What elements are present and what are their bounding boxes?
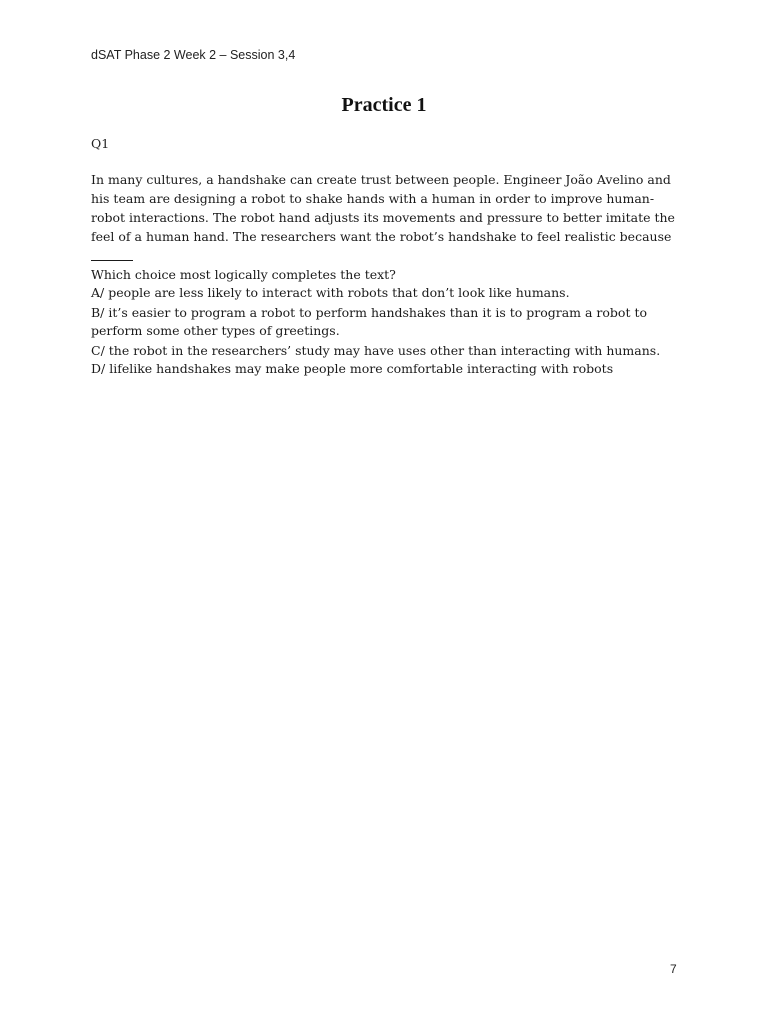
answer-choices bbox=[91, 284, 691, 378]
choice-b[interactable] bbox=[91, 304, 691, 340]
question-passage bbox=[91, 170, 681, 261]
question-prompt: Which choice most logically completes the text? bbox=[91, 267, 396, 282]
passage-line: In many cultures, a handshake can create trust between people. Engineer João Avelino and bbox=[91, 172, 671, 187]
page-number: 7 bbox=[670, 962, 677, 976]
passage-line: robot interactions. The robot hand adjusts its movements and pressure to better imitate the bbox=[91, 210, 675, 225]
choice-d-text: D/ lifelike handshakes may make people more comfortable interacting with robots bbox=[91, 361, 614, 376]
passage-line: feel of a human hand. The researchers want the robot’s handshake to feel realistic because bbox=[91, 229, 672, 244]
passage-line: his team are designing a robot to shake hands with a human in order to improve human- bbox=[91, 191, 655, 206]
choice-b-text-line-1: B/ it’s easier to program a robot to perform handshakes than it is to program a robot to bbox=[91, 305, 647, 320]
answer-blank bbox=[91, 246, 133, 261]
choice-c-text: C/ the robot in the researchers’ study may have uses other than interacting with humans. bbox=[91, 343, 661, 358]
choice-a[interactable] bbox=[91, 284, 691, 302]
choice-c[interactable] bbox=[91, 342, 691, 360]
question-number: Q1 bbox=[91, 136, 110, 151]
choice-a-text: A/ people are less likely to interact with robots that don’t look like humans. bbox=[91, 285, 570, 300]
running-header: dSAT Phase 2 Week 2 – Session 3,4 bbox=[91, 48, 296, 62]
page-title: Practice 1 bbox=[341, 94, 427, 116]
choice-b-text-line-2: perform some other types of greetings. bbox=[91, 323, 340, 338]
choice-d[interactable] bbox=[91, 360, 691, 378]
